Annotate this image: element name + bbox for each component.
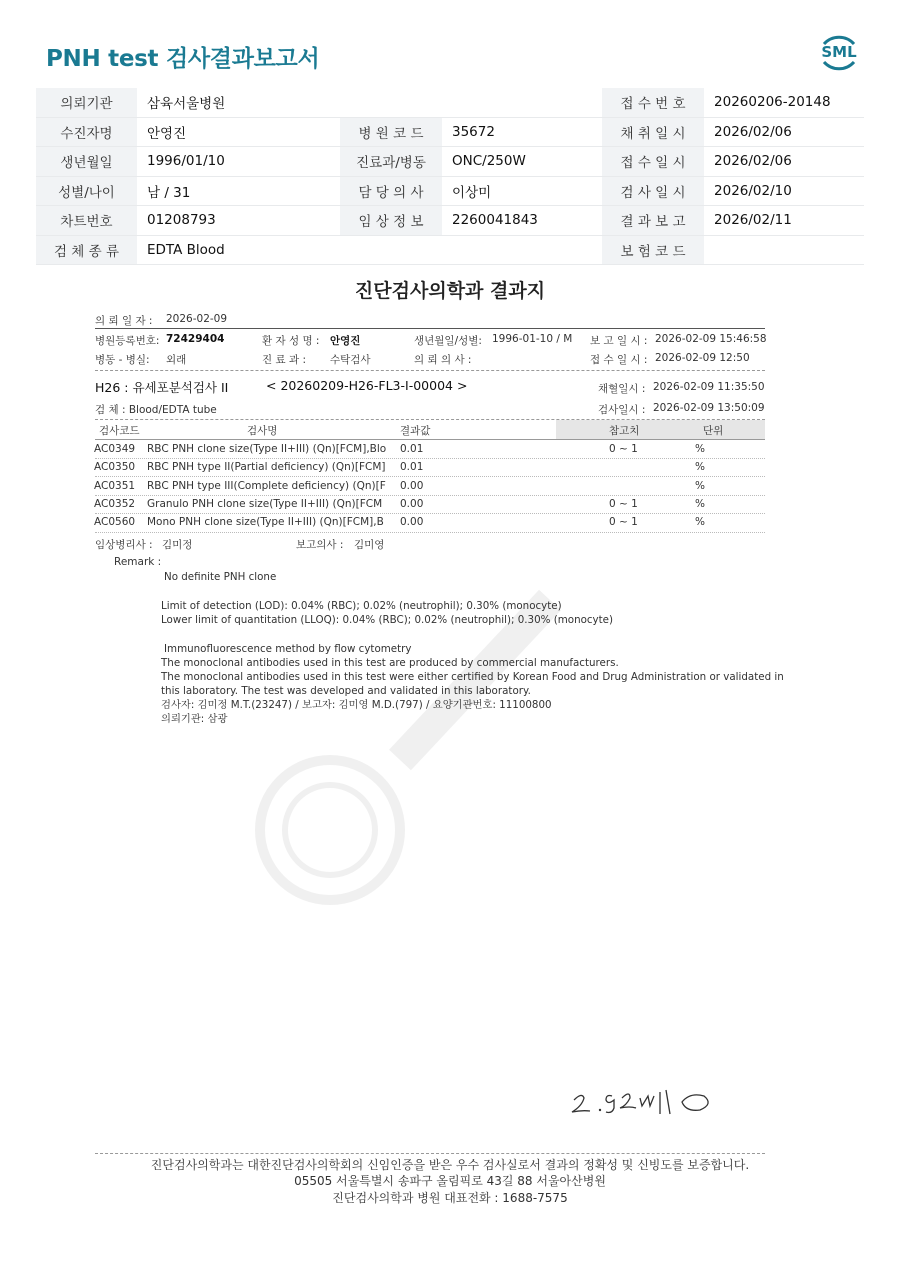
page-title: PNH test 검사결과보고서 [46,46,320,72]
header-divider [95,328,765,329]
info-label: 생년월일 [36,147,137,177]
row-divider [95,532,765,533]
row-name: RBC PNH clone size(Type II+III) (Qn)[FCM],Blo [147,443,387,455]
info-label: 진료과/병동 [340,147,442,177]
row-code: AC0350 [94,461,136,473]
row-code: AC0352 [94,498,136,510]
info-row [36,206,864,236]
report-date: 2026-02-09 15:46:58 [655,333,767,345]
row-result: 0.01 [400,461,424,473]
col-header-result: 결과값 [400,425,431,437]
footer-divider [95,1153,765,1154]
pathologist: 김미정 [162,539,193,551]
info-row [36,88,864,117]
collect-date: 2026-02-09 11:35:50 [653,381,765,393]
row-divider [95,476,765,477]
dob-label: 생년월일/성별: [414,335,482,347]
row-unit: % [695,461,705,473]
info-value: 35672 [442,117,602,147]
row-result: 0.00 [400,516,424,528]
info-label: 임 상 정 보 [340,206,442,236]
remark-line: Lower limit of quantitation (LLOQ): 0.04% (RBC); 0.02% (neutrophil); 0.30% (monocyte) [161,614,614,626]
doctor-label: 의 뢰 의 사 : [414,354,472,366]
remark-line: No definite PNH clone [164,571,277,583]
footer-address: 05505 서울특별시 송파구 올림픽로 43길 88 서울아산병원 [294,1174,606,1188]
col-header-ref: 참고치 [609,425,640,437]
row-unit: % [695,516,705,528]
dept-label: 진 료 과 : [262,354,306,366]
info-value: ONC/250W [442,147,602,177]
info-value: 2260041843 [442,206,602,236]
row-code: AC0349 [94,443,136,455]
reporter-label: 보고의사 : [296,539,344,551]
reg-no: 72429404 [166,333,225,345]
receipt-label: 접 수 일 시 : [590,354,648,366]
info-row [36,176,864,206]
request-date: 2026-02-09 [166,313,228,325]
info-value: 남 / 31 [137,176,340,206]
dob: 1996-01-10 / M [492,333,573,345]
info-label: 접 수 번 호 [602,88,704,117]
info-label: 의뢰기관 [36,88,137,117]
dept: 수탁검사 [330,354,371,366]
row-name: RBC PNH type II(Partial deficiency) (Qn)[FCM] [147,461,386,473]
row-divider [95,513,765,514]
info-label: 담 당 의 사 [340,176,442,206]
info-row [36,117,864,147]
row-name: RBC PNH type III(Complete deficiency) (Qn)[F [147,480,386,492]
row-result: 0.01 [400,443,424,455]
info-row [36,235,864,265]
row-ref: 0 ~ 1 [609,443,638,455]
remark-line: Limit of detection (LOD): 0.04% (RBC); 0.02% (neutrophil); 0.30% (monocyte) [161,600,562,612]
info-value: 이상미 [442,176,602,206]
exam-label: 검사일시 : [598,404,646,416]
row-result: 0.00 [400,480,424,492]
info-label: 병 원 코 드 [340,117,442,147]
footer-contact: 진단검사의학과 병원 대표전화 : 1688-7575 [332,1191,568,1205]
patient-name: 안영진 [330,335,361,347]
table-header-shade [556,420,765,439]
remark-line: The monoclonal antibodies used in this test were either certified by Korean Food and Drug Administration or validated in [161,671,784,683]
info-label: 접 수 일 시 [602,147,704,177]
report-title: 진단검사의학과 결과지 [354,280,546,302]
info-value: 01208793 [137,206,340,236]
table-header-divider [95,439,765,440]
remark-line: this laboratory. The test was developed and validated in this laboratory. [161,685,531,697]
row-unit: % [695,443,705,455]
col-header-unit: 단위 [703,425,724,437]
info-value [704,235,864,265]
ward-label: 병동 - 병실: [95,354,150,366]
sml-logo [816,30,862,76]
info-row [36,147,864,177]
remark-line: 검사자: 김미정 M.T.(23247) / 보고자: 김미영 M.D.(797) / 요양기관번호: 11100800 [161,699,552,711]
test-id: < 20260209-H26-FL3-I-00004 > [266,378,468,393]
info-value: 2026/02/10 [704,176,864,206]
ward: 외래 [166,354,187,366]
info-value: 2026/02/06 [704,117,864,147]
info-value: 삼육서울병원 [137,88,602,117]
info-value: 2026/02/11 [704,206,864,236]
report-date-label: 보 고 일 시 : [590,335,648,347]
row-ref: 0 ~ 1 [609,516,638,528]
reg-no-label: 병원등록번호: [95,335,160,347]
info-value: 안영진 [137,117,340,147]
footer-certification: 진단검사의학과는 대한진단검사의학회의 신임인증을 받은 우수 검사실로서 결과의 정확성 및 신빙도를 보증합니다. [150,1158,750,1172]
col-header-code: 검사코드 [99,425,140,437]
info-label: 수진자명 [36,117,137,147]
logo-text: SML [821,43,857,61]
remark-label: Remark : [114,556,162,568]
info-label: 결 과 보 고 [602,206,704,236]
info-label: 검 사 일 시 [602,176,704,206]
receipt: 2026-02-09 12:50 [655,352,750,364]
exam-date: 2026-02-09 13:50:09 [653,402,765,414]
patient-info-table [36,88,864,265]
row-unit: % [695,498,705,510]
row-code: AC0560 [94,516,136,528]
section-divider [95,370,765,371]
specimen: 검 체 : Blood/EDTA tube [95,404,217,416]
collect-label: 채혈일시 : [598,383,646,395]
remark-line: 의뢰기관: 삼광 [161,713,228,725]
row-divider [95,495,765,496]
row-divider [95,458,765,459]
row-result: 0.00 [400,498,424,510]
reporter: 김미영 [354,539,385,551]
info-label: 검 체 종 류 [36,235,137,265]
row-ref: 0 ~ 1 [609,498,638,510]
info-value: 2026/02/06 [704,147,864,177]
request-date-label: 의 뢰 일 자 : [95,315,153,327]
info-label: 차트번호 [36,206,137,236]
col-header-name: 검사명 [247,425,278,437]
handwritten-signature [560,1078,730,1128]
info-label: 보 험 코 드 [602,235,704,265]
patient-label: 환 자 성 명 : [262,335,320,347]
info-value: 20260206-20148 [704,88,864,117]
info-label: 성별/나이 [36,176,137,206]
row-unit: % [695,480,705,492]
remark-line: The monoclonal antibodies used in this test are produced by commercial manufacturers. [161,657,619,669]
pathologist-label: 임상병리사 : [95,539,153,551]
info-value: EDTA Blood [137,235,602,265]
row-name: Granulo PNH clone size(Type II+III) (Qn)[FCM [147,498,383,510]
test-title: H26 : 유세포분석검사 II [95,380,229,395]
remark-line: Immunofluorescence method by flow cytometry [164,643,412,655]
info-value: 1996/01/10 [137,147,340,177]
info-label: 채 취 일 시 [602,117,704,147]
row-name: Mono PNH clone size(Type II+III) (Qn)[FCM],B [147,516,384,528]
row-code: AC0351 [94,480,136,492]
